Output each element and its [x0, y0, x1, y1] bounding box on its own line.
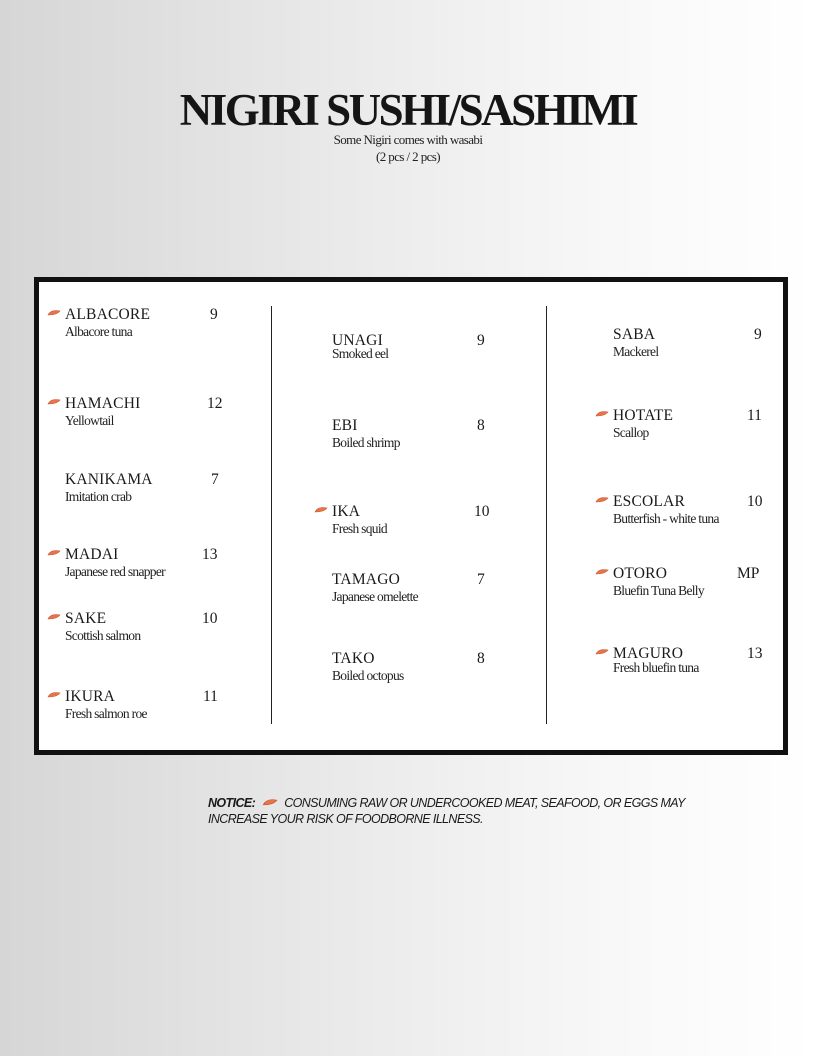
- item-description: Imitation crab: [65, 489, 132, 504]
- item-description: Fresh squid: [332, 521, 387, 536]
- item-name: ESCOLAR: [613, 493, 686, 510]
- salmon-nigiri-icon: [595, 496, 609, 504]
- item-name: SABA: [613, 326, 656, 343]
- health-notice: [208, 795, 708, 827]
- item-description: Boiled octopus: [332, 668, 404, 683]
- item-price: MP: [737, 565, 760, 582]
- item-name: UNAGI: [332, 332, 383, 349]
- item-name: HAMACHI: [65, 395, 141, 412]
- item-price: 13: [202, 546, 218, 563]
- item-name: MADAI: [65, 546, 119, 563]
- item-description: Scottish salmon: [65, 628, 141, 643]
- item-description: Fresh salmon roe: [65, 706, 147, 721]
- subtitle-pieces-note: (2 pcs / 2 pcs): [376, 149, 440, 164]
- item-price: 9: [210, 306, 218, 323]
- salmon-nigiri-icon: [261, 798, 279, 807]
- item-description: Butterfish - white tuna: [613, 511, 719, 526]
- item-price: 13: [747, 645, 763, 662]
- item-price: 7: [477, 571, 485, 588]
- item-description: Scallop: [613, 425, 649, 440]
- item-name: KANIKAMA: [65, 471, 153, 488]
- item-name: EBI: [332, 417, 358, 434]
- item-price: 8: [477, 650, 485, 667]
- menu-box: [34, 277, 788, 755]
- item-price: 9: [477, 332, 485, 349]
- page-title: NIGIRI SUSHI/SASHIMI: [179, 85, 637, 135]
- item-name: OTORO: [613, 565, 668, 582]
- item-price: 7: [211, 471, 219, 488]
- item-description: Bluefin Tuna Belly: [613, 583, 704, 598]
- item-name: TAMAGO: [332, 571, 400, 588]
- salmon-nigiri-icon: [47, 309, 61, 317]
- item-price: 10: [747, 493, 763, 510]
- subtitle-wasabi-note: Some Nigiri comes with wasabi: [333, 132, 483, 147]
- item-name: MAGURO: [613, 645, 684, 662]
- item-price: 9: [754, 326, 762, 343]
- item-description: Boiled shrimp: [332, 435, 400, 450]
- item-description: Japanese red snapper: [65, 564, 165, 579]
- notice-text-line1: CONSUMING RAW OR UNDERCOOKED MEAT, SEAFOOD, OR EGGS MAY: [284, 796, 685, 810]
- salmon-nigiri-icon: [314, 506, 328, 514]
- item-price: 11: [203, 688, 218, 705]
- item-price: 8: [477, 417, 485, 434]
- item-price: 11: [747, 407, 762, 424]
- item-description: Japanese omelette: [332, 589, 418, 604]
- item-name: TAKO: [332, 650, 375, 667]
- salmon-nigiri-icon: [47, 613, 61, 621]
- item-name: ALBACORE: [65, 306, 151, 323]
- salmon-nigiri-icon: [595, 410, 609, 418]
- item-description: Albacore tuna: [65, 324, 132, 339]
- item-name: HOTATE: [613, 407, 674, 424]
- item-name: IKA: [332, 503, 361, 520]
- column-divider: [546, 306, 547, 724]
- salmon-nigiri-icon: [47, 691, 61, 699]
- salmon-nigiri-icon: [47, 549, 61, 557]
- item-name: IKURA: [65, 688, 116, 705]
- item-description: Mackerel: [613, 344, 659, 359]
- item-price: 10: [202, 610, 218, 627]
- notice-label: NOTICE:: [208, 796, 256, 810]
- item-price: 12: [207, 395, 223, 412]
- column-divider: [271, 306, 272, 724]
- salmon-nigiri-icon: [47, 398, 61, 406]
- item-description: Smoked eel: [332, 346, 389, 361]
- item-name: SAKE: [65, 610, 107, 627]
- item-description: Yellowtail: [65, 413, 114, 428]
- salmon-nigiri-icon: [595, 648, 609, 656]
- salmon-nigiri-icon: [595, 568, 609, 576]
- notice-text-line2: INCREASE YOUR RISK OF FOODBORNE ILLNESS.: [208, 812, 483, 826]
- item-price: 10: [474, 503, 490, 520]
- item-description: Fresh bluefin tuna: [613, 660, 699, 675]
